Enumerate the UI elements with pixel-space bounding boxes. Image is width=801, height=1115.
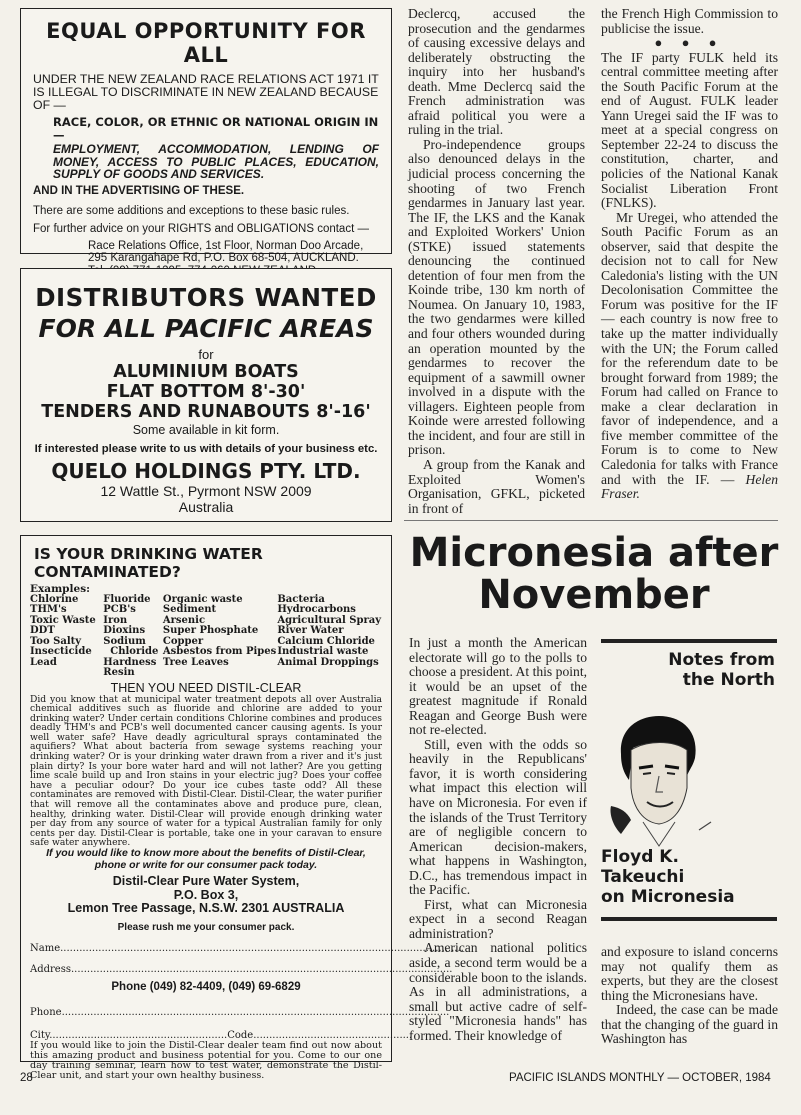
contaminant-cell: Bacteria: [277, 593, 325, 605]
examples-label: Examples:: [30, 583, 90, 595]
contaminant-cell: Industrial waste: [277, 646, 369, 657]
rush-consumer-pack: Please rush me your consumer pack.: [117, 921, 295, 933]
address-line-1: Distil-Clear Pure Water System,: [112, 874, 300, 888]
contaminant-cell: Asbestos from Pipes: [162, 646, 277, 657]
then-you-need: THEN YOU NEED DISTIL-CLEAR: [110, 680, 302, 695]
article-column-2: [601, 945, 778, 1047]
distributors-for: for: [198, 347, 214, 362]
contaminant-row: [30, 668, 382, 679]
know-more-note: If you would like to know more about the benefits of Distil-Clear, phone or write for our consumer pack today.: [46, 847, 366, 871]
contaminant-cell: Chlorine: [30, 593, 79, 605]
kit-form-note: Some available in kit form.: [132, 423, 280, 437]
magazine-footer: PACIFIC ISLANDS MONTHLY — OCTOBER, 1984: [509, 1072, 771, 1084]
contaminant-cell: Toxic Waste: [30, 614, 96, 626]
contaminant-cell: Lead: [30, 656, 57, 668]
contaminant-cell: THM's: [30, 604, 67, 615]
paragraph: the French High Commission to publicise the issue.: [601, 6, 778, 36]
address-line-2: P.O. Box 3,: [173, 887, 239, 902]
paragraph: The IF party FULK held its central committee meeting after the South Pacific Forum at the end of August. FULK leader Yann Uregei said the IF was to meet at a special congress on September 22-24 to discuss the constitution, charter, and policies of the National Kanak Socialist Liberation Front (FNLKS).: [601, 49, 778, 211]
equal-ad-race: RACE, COLOR, OR ETHNIC OR NATIONAL ORIGIN IN —: [53, 115, 379, 142]
paragraph: Still, even with the odds so heavily in the Republicans' favor, it is worth considering what impact this election will have on Micronesia. For even if the islands of the Trust Territory are of negligible concern to American decision-makers, what happens in Washington, D.C., has tremendous impact in the Pacific.: [409, 736, 587, 898]
contaminant-row: [30, 647, 382, 658]
column-rule-top: [601, 639, 777, 643]
contaminant-cell: Super Phosphate: [162, 625, 259, 636]
contaminant-cell: Calcium Chloride: [277, 635, 375, 647]
contaminant-cell: Chloride: [103, 646, 159, 657]
water-ad-address: [30, 875, 382, 916]
contaminant-cell: Agricultural Spray: [277, 614, 382, 626]
contaminant-cell: Resin: [103, 667, 135, 678]
paragraph: Mr Uregei, who attended the South Pacific Forum as an observer, said that despite the decision not to call for New Caledonia's listing with the UN Decolonisation Committee the Forum was positive for the IF — each country is now free to take up the matter individually with the UN; the Forum called for the referendum date to be brought forward from 1989; the Forum had called on France to make a clear declaration in favor of independence, and a five member committee of the Forum is to come to New Caledonia for talks with France and with the IF. — Helen Fraser.: [601, 209, 778, 502]
paragraph: A group from the Kanak and Exploited Women's Organisation, GFKL, picketed in front of: [408, 456, 585, 516]
equal-ad-exceptions: There are some additions and exceptions to these basic rules.: [33, 204, 350, 217]
boats-line-1: ALUMINIUM BOATS: [113, 362, 299, 382]
equal-ad-advice: For further advice on your RIGHTS and OBLIGATIONS contact —: [33, 222, 369, 235]
headline-line-2: November: [478, 572, 710, 618]
contaminant-cell: Organic waste: [162, 593, 243, 605]
water-ad-body: Did you know that at municipal water treatment depots all over Australia chemical additives such as fluoride and chlorine are added to your drinking water? Under certain conditions Chlorine combines and produces deadly THM's and PCB's well documented cancer causing agents. Is your well water safe? Have deadly agricultural sprays contaminated the aquifiers? What about bacteria from sewage systems reaching your drinking water? Or is your drinking water drawn from a river and it's just plain dirty? Is your bore water hard and will not lather? Are you getting lime scale build up and Iron stains in your electric jug? Does your coffee have a peculiar odour? Do your ice cubes taste odd? All these contaminates are removed with Distil-Clear. Distil-Clear, the water purifier that will remove all the contaminates above and produce pure, clean, healthy, drinking water. Distil-Clear will provide enough drinking water per day from any source of water for a typical Australian family for only cents per day. Distil-Clear is portable, take one in your caravan to ensure safe water anywhere.: [30, 693, 382, 849]
paragraph: American national politics aside, a second term would be a considerable boon to the islands. As in all administrations, a small but active cadre of self-styled "Micronesia hands" has formed. Their knowledge of: [409, 940, 587, 1043]
interested-note: If interested please write to us with details of your business etc.: [34, 443, 378, 455]
byline: Helen Fraser.: [601, 471, 778, 502]
paragraph: Pro-independence groups also denounced delays in the judicial process concerning the shooting of two French gendarmes in January last year. The IF, the LKS and the Kanak and Exploited Workers' Union (STKE) issued statements denouncing the continued detention of four men from the Koinde tribe, 130 km north of Noumea. On January 10, 1983, the two gendarmes were killed and four others wounded during an operation mounted by the gendarmes to recover the equipment of a sawmill owner involved in a dispute with the villagers. Eighteen people from Koinde were arrested following the incident, and four are still in prison.: [408, 136, 585, 458]
contaminant-cell: Hydrocarbons: [277, 604, 356, 615]
contaminant-cell: Sodium: [103, 635, 146, 647]
column-middle-top: [408, 7, 585, 516]
contaminant-cell: Iron: [103, 614, 128, 626]
paragraph: and exposure to island concerns may not qualify them as experts, but they are the closest thing the Micronesians have.: [601, 944, 778, 1003]
boats-line-2: FLAT BOTTOM 8'-30': [106, 382, 306, 402]
contaminant-cell: Hardness: [103, 656, 157, 668]
equal-ad-intro: UNDER THE NEW ZEALAND RACE RELATIONS ACT 1971 IT IS ILLEGAL TO DISCRIMINATE IN NEW ZEALAND BECAUSE OF —: [33, 72, 379, 112]
contaminant-cell: Insecticide: [30, 646, 92, 657]
paragraph: In just a month the American electorate will go to the polls to choose a president. At this point, it would be an upset of the greatest magnitude if Ronald Reagan and George Bush were not re-elected.: [409, 635, 587, 738]
contaminant-cell: River Water: [277, 625, 344, 636]
page-number: 28: [20, 1072, 33, 1084]
contaminants-table: [30, 595, 382, 679]
contaminant-row: [30, 658, 382, 669]
column-right-top: [601, 7, 778, 502]
author-portrait-photo: [603, 710, 715, 846]
article-column-1: [409, 636, 587, 1043]
equal-ad-areas: EMPLOYMENT, ACCOMMODATION, LENDING OF MONEY, ACCESS TO PUBLIC PLACES, EDUCATION, SUPPLY OF GOODS AND SERVICES.: [53, 142, 379, 181]
paragraph: Declercq, accused the prosecution and the gendarmes of causing excessive delays and deliberately obstructing the inquiry into her husband's death. Mme Declercq said the French administration was afraid political you were a ruling in the trial.: [408, 6, 585, 138]
address-label: Address: [30, 963, 71, 975]
city-label: City: [30, 1029, 50, 1041]
name-field[interactable]: Name...............................................................................................................................: [30, 942, 464, 954]
contaminant-cell: Too Salty: [30, 635, 82, 647]
water-ad-title: IS YOUR DRINKING WATER CONTAMINATED?: [34, 545, 263, 581]
article-headline: [408, 532, 780, 616]
headline-line-1: Micronesia after: [409, 530, 779, 576]
contaminant-cell: Fluoride: [103, 593, 151, 605]
boats-line-3: TENDERS AND RUNABOUTS 8'-16': [41, 402, 371, 422]
column-title: Notes from the North: [668, 650, 775, 690]
company-street: 12 Wattle St., Pyrmont NSW 2009: [100, 483, 312, 499]
contaminant-cell: Sediment: [162, 604, 217, 615]
code-label: Code: [227, 1029, 254, 1041]
contaminant-cell: [277, 668, 382, 679]
company-name: QUELO HOLDINGS PTY. LTD.: [51, 459, 361, 483]
equal-ad-advertising: AND IN THE ADVERTISING OF THESE.: [33, 184, 245, 197]
dealer-note: If you would like to join the Distil-Clear dealer team find out now about this amazing product and business potential for you. Come to our one day training seminar, learn how to test water, demonstrate the Distil-Clear unit, and start your own healthy business.: [30, 1039, 382, 1081]
address-field[interactable]: Address........................................................................................................................: [30, 963, 453, 975]
equal-ad-address: Race Relations Office, 1st Floor, Norman Doo Arcade, 295 Karangahape Rd, P.O. Box 68-504, AUCKLAND.: [88, 239, 364, 264]
paragraph: First, what can Micronesia expect in a second Reagan administration?: [409, 896, 587, 941]
company-country: Australia: [178, 499, 234, 515]
contaminant-cell: Tree Leaves: [162, 656, 229, 668]
contaminant-cell: PCB's: [103, 604, 136, 615]
section-divider: [404, 520, 778, 521]
distributors-subheadline: FOR ALL PACIFIC AREAS: [38, 314, 374, 343]
contaminant-row: [30, 605, 382, 616]
column-rule-bottom: [601, 917, 777, 921]
phone-label: Phone: [30, 1006, 62, 1018]
water-phone-numbers: Phone (049) 82-4409, (049) 69-6829: [111, 980, 301, 993]
contaminant-cell: DDT: [30, 625, 55, 636]
distributors-ad: [20, 268, 392, 522]
contaminant-row: [30, 626, 382, 637]
equal-opportunity-ad: [20, 8, 392, 264]
contaminant-cell: Copper: [162, 635, 204, 647]
paragraph: Indeed, the case can be made that the changing of the guard in Washington has: [601, 1002, 778, 1047]
contaminant-cell: [30, 668, 103, 679]
contaminant-cell: [163, 668, 277, 679]
city-code-field[interactable]: City........................................................Code..................................................: [30, 1029, 413, 1041]
contaminant-cell: Arsenic: [162, 614, 206, 626]
author-name: Floyd K. Takeuchi on Micronesia: [601, 847, 735, 907]
distributors-headline: DISTRIBUTORS WANTED: [35, 283, 377, 312]
name-label: Name: [30, 942, 61, 954]
contaminant-cell: Dioxins: [103, 625, 146, 636]
contaminant-cell: Animal Droppings: [277, 656, 379, 668]
equal-ad-title: EQUAL OPPORTUNITY FOR ALL: [46, 19, 366, 67]
section-dots: ● ● ●: [654, 35, 725, 51]
phone-field[interactable]: Phone..........................................................................................................................: [30, 1006, 450, 1018]
address-line-3: Lemon Tree Passage, N.S.W. 2301 AUSTRALIA: [67, 901, 345, 915]
